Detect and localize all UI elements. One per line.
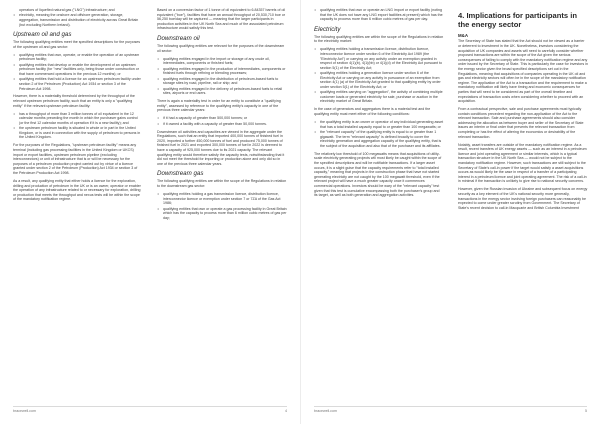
left-column-2 (157, 8, 287, 224)
list-item: • qualifying entities that own or operate a gas processing facility in Great Britain which has the capacity to process more than 6 million cubic metres of gas per day; (157, 207, 287, 221)
paragraph: However, there is a materiality threshold determined by the throughput of the relevant upstream petroleum facility, such that an entity is only a "qualifying entity" if the relevant upstream petroleum facility: (13, 94, 135, 108)
list-item: • qualifying entities holding a generation licence under section 6 of the Electricity Act or carrying on any activity in pursuance of an exemption from section 4(1) (a) of the Electricity Act granted to that qualifying entity by order under section 5(1) of the Electricity Act; or (314, 71, 444, 89)
list-item: • qualifying entities engaged in the import or storage of any crude oil, intermediates, components or finished fuels; (157, 57, 287, 66)
list-item: • qualifying entities that own, operate, or enable the operation of an upstream petroleum facility; (13, 53, 143, 62)
footer-left (13, 406, 287, 414)
page-right (300, 0, 600, 424)
ma-heading: M&A (458, 33, 468, 39)
intro-list (13, 8, 143, 27)
paragraph: The following qualifying entities are within the scope of the Regulations in relation to the downstream gas sector: (157, 179, 287, 188)
downstream-oil-heading: Downstream oil (157, 34, 200, 42)
paragraph: The following qualifying entities meet the specified descriptions for the purposes of the upstream oil and gas sector: (13, 40, 141, 49)
list-item: • qualifying entities engaged in the delivery of petroleum-based fuels to retail sites, airports or end users. (157, 87, 287, 96)
gas-list-continued (314, 8, 444, 22)
electricity-heading: Electricity (314, 25, 341, 33)
list-item: • qualifying entities that own or operate an LNG import or export facility (noting that the UK does not have any LNG export facilities at present) which has the capacity to process more than 6 million cubic metres of gas per day. (314, 8, 444, 22)
list-item: operators of liquefied natural gas ("LNG") infrastructure; and (19, 8, 115, 12)
list-item: • qualifying entities engaged in the production of intermediates, components or finished fuels through refining or blending processes; (157, 67, 287, 76)
list-item: • the "relevant capacity" of the qualifying entity is equal to or greater than 1 gigawatt. The term "relevant capacity" is defined broadly to cover the electricity generation and aggregation capacity of the qualifying entity, that is the subject of the acquisition and also that of the purchaser and its affiliates. (314, 130, 444, 148)
list-item: • qualifying entities engaged in the distribution of petroleum-based fuels to storage sites by road, pipeline, rail or ship; and (157, 77, 287, 86)
generation-list (314, 120, 444, 148)
paragraph: As a result, any qualifying entity that either holds a licence for the exploration, drilling and production of petroleum in the UK or is an owner, operator or enabler the operation of any infrastructure related to or necessary for exploration, drilling or production that meets the throughput and nexus tests will be within the scope of the mandatory notification regime. (13, 178, 141, 202)
paragraph: Based on a conversion factor of 1 tonne of oil equivalent to 6.84357 barrels of oil equivalent ("boe"), facilities that have an annual throughput of 20,530,710 boe or 56,250 boe/day will be captured — meaning that the larger participants in production activities in the UK North Sea and much of the associated petroleum infrastructure would satisfy this test. (157, 8, 286, 31)
paragraph: The following qualifying entities are within the scope of the Regulations in relation to the electricity market: (314, 34, 444, 44)
electricity-list (314, 47, 444, 104)
list-item: • electricity, meaning the onshore and offshore generation, storage, aggregation, transmission and distribution of electricity across Great Britain (but excluding Northern Ireland). (13, 13, 143, 27)
upstream-list (13, 53, 143, 91)
list-item: • if it owned a facility with a capacity of greater than 50,000 tonnes. (157, 122, 287, 127)
left-column-1 (13, 8, 143, 205)
list-item: • qualifying entities that hold a licence for an upstream petroleum facility under section 2 of the Petroleum (Production) Act 1934 or section 3 of the Petroleum Act 1998. (13, 77, 143, 91)
upstream-heading: Upstream oil and gas (13, 31, 72, 39)
paragraph: For the purposes of the Regulations, "upstream petroleum facility" means any terminal (including gas processing facilities in the United Kingdom or UKCS) import or export facilities, upstream petroleum pipeline (excluding interconnectors) or unit of infrastructure that is or will be necessary for the purposes of a petroleum production project carried out by virtue of a licence granted under section 2 of the Petroleum (Production) Act 1934 or section 3 of the Petroleum Production Act 1998. (13, 143, 138, 175)
list-item: • qualifying entities holding a transmission licence, distribution licence, interconnector licence under section 6 of the Electricity Act 1989 (the "Electricity Act") or carrying on any activity under an exemption granted in respect of section 4(1)(b), 4(1)(bb) or 4(1)(d) of the Electricity Act pursuant to section 5(1) of the Electricity Act; (314, 47, 444, 70)
threshold-list (13, 112, 143, 140)
paragraph: The Secretary of State has stated that the Act should not be viewed as a barrier or deterrent to investment in the UK. Nonetheless, investors considering the acquisition of UK companies and assets will need to carefully consider whether proposed transactions are within the scope of the Act given the serious consequences of failing to comply with the mandatory notification regime and any order issued by the Secretary of State. This is particularly the case for investors in the energy sector given the broad specified descriptions set out in the Regulations, meaning that acquisitions of companies operating in the UK oil and gas and electricity sectors will often be in the scope of the mandatory notification regime. The application of the Act to a transaction and the requirement to make a mandatory notification will likely have timing and economic consequences for parties that will need to be considered as part of the overall timeline and expectations of transaction costs when considering whether to proceed with an acquisition. (458, 39, 588, 104)
list-item: • qualifying entities that develop or enable the development of an upstream petroleum facility (for "new" facilities only, being those under construction or that have commenced operations in the previous 12 months); or (13, 63, 143, 77)
page-number: 5 (585, 409, 587, 413)
downstream-oil-list (157, 57, 287, 96)
right-column-1 (314, 8, 444, 201)
paragraph: In the case of generators and aggregators there is a material test and the qualifying entity must meet either of the following conditions: (314, 107, 431, 117)
list-item: • qualifying entities holding a gas transmission licence, distribution licence, interconnector licence or exemption under section 7 or 7ZA of the Gas Act 1986; (157, 192, 287, 206)
page-number: 4 (285, 409, 287, 413)
downstream-gas-heading: Downstream gas (157, 170, 204, 178)
paragraph: There is again a materiality test in order for an entity to constitute a "qualifying entity", assessed by reference to the qualifying entity's capacity in one of the previous three calendar years: (157, 99, 281, 113)
list-item: • the upstream petroleum facility is situated in whole or in part in the United Kingdom, or is used in connection with the supply of petroleum to persons in the United Kingdom. (13, 126, 143, 140)
paragraph: The following qualifying entities are relevant for the purposes of the downstream oil sector: (157, 43, 285, 53)
paragraph: Notably, asset transfers are outside of the mandatory notification regime. As a result, recent transfers of UK energy assets — such as an interest in a petroleum licence and joint operating agreement or similar interests, which is a typical transaction structure in the UK North Sea — would not be subject to the mandatory notification regime. However, such transactions are still subject to the Secretary of State's call-in power if the target would satisfy a asset acquisitions occurs as would likely be the case in respect of a transfer of a participating interest in a petroleum licence and joint operating agreement. The risk of a call-in in minimal if the transaction is unlikely to give rise to national security concerns. (458, 142, 587, 184)
paragraph: The relatively low threshold of 100 megawatts means that acquisitions of utility-scale electricity generating projects will most likely be caught within the scope of the specified descriptions and will be notifiable transactions. If a larger asset occurs, it is a slight guise that the capacity requirements refer to "total installed capacity," meaning that projects in the construction phase that have not started generating electricity are not caught by the 100 megawatt threshold, even if the relevant project will have a much greater capacity once it commences commercial operations. Investors should be wary of the "relevant capacity" test given that this test is cumulative encompassing both the purchaser's group and its target, as well as both generation and aggregation activities. (314, 151, 442, 198)
footer-brand-link[interactable]: bracewell.com (13, 409, 36, 413)
list-item: • has a throughput of more than 3 million tonnes of oil equivalent in the 12 calendar months preceding the month in which the purchaser gains control (or the first 12 calendar months of operation if it is a new facility); and (13, 112, 143, 126)
list-item: • if it had a capacity of greater than 500,000 tonnes; or (157, 116, 287, 121)
paragraph: Downstream oil activities and capacities are viewed in the aggregate under the Regulations, such that an entity that imported 400,000 tonnes of finished fuel in 2020, imported a further 450,000 tonnes of fuel and produced 75,000 tonnes of finished fuel in 2021 and exported 300,000 tonnes of fuel in 2022 is deemed to have a capacity of 925,000 tonnes due to its 2021 capacity. The relevant qualifying entity would therefore satisfy the capacity tests, notwithstanding that it did not meet the threshold for importing or production alone and only did so in one of the previous three calendar years. (157, 129, 285, 166)
list-item: • the qualifying entity is an owner or operator of any individual generating asset that has a total installed capacity equal to or greater than 100 megawatts; or (314, 120, 444, 129)
downstream-gas-list (157, 192, 287, 220)
capacity-threshold-list (157, 116, 287, 126)
footer-brand-link[interactable]: bracewell.com (314, 409, 337, 413)
right-column-2 (458, 8, 588, 214)
list-item: • qualifying entities carrying on "aggregation", the activity of combining multiple customer loads or generated electricity for sale, purchase or auction in the electricity market of Great Britain. (314, 90, 444, 104)
section-heading: 4. Implications for participants in the energy sector (458, 11, 577, 29)
footer-right (314, 406, 587, 414)
paragraph: However, given the Russian invasion of Ukraine and subsequent focus on energy security as a key element of the UK's national security more generally, transactions in the energy sector involving foreign purchasers can reasonably be expected to come under greater scrutiny from Government. The Secretary of State's recent decision to call-in Macquarie and British Columbia Investment (458, 187, 588, 210)
paragraph: From a contractual perspective, sale and purchase agreements must typically contain conditions precedent regarding the non-application of the Act to the relevant transaction. Sale and purchase agreements should also consider addressing the allocation as between buyer and seller of the Secretary of State issues an interim or final order that prevents the relevant transaction from completing or has the effect of altering the economics or desirability of the relevant transaction. (458, 107, 584, 139)
